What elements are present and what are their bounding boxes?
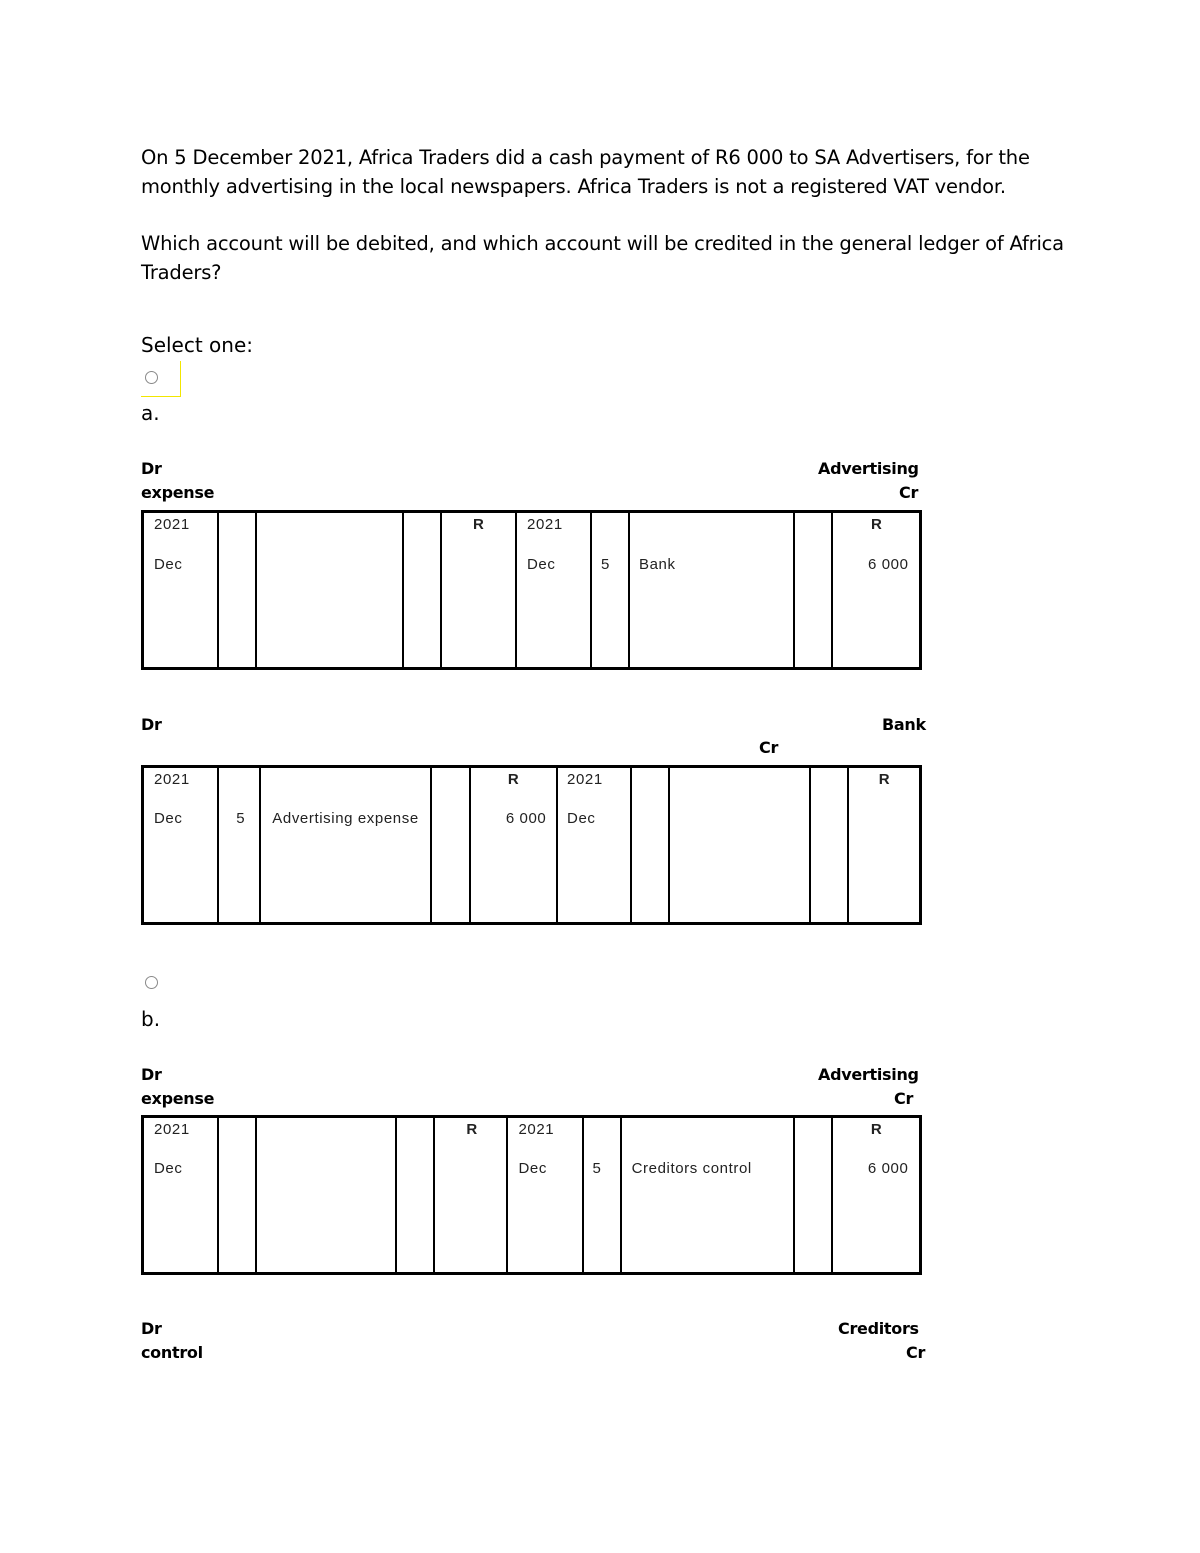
question-paragraph-2: Which account will be debited, and which account will be credited in the general ledger of Africa Traders? xyxy=(141,232,1064,284)
option-b-letter: b. xyxy=(141,1007,161,1031)
ledger-a2-title: Bank xyxy=(882,715,926,734)
ledger-a2-dr-currency: R xyxy=(507,771,520,788)
ledger-a2-dr-year: 2021 xyxy=(154,771,190,788)
ledger-a2-cr-month: Dec xyxy=(567,810,596,827)
ledger-a2-cr-currency: R xyxy=(878,771,891,788)
select-one-label: Select one: xyxy=(141,333,254,357)
ledger-a2-dr: Dr xyxy=(141,715,162,734)
ledger-b1-cr-month: Dec xyxy=(518,1160,547,1177)
radio-option-b[interactable] xyxy=(145,976,158,989)
ledger-a1-cr-details: Bank xyxy=(639,556,676,573)
ledger-b2-title: Creditors xyxy=(838,1319,919,1338)
ledger-a1-dr-year: 2021 xyxy=(154,516,190,533)
ledger-a1-cr-day: 5 xyxy=(601,556,610,573)
question-paragraph-1: On 5 December 2021, Africa Traders did a cash payment of R6 000 to SA Advertisers, for the monthly advertising in the local newspapers. Africa Traders is not a registered VAT vendor. xyxy=(141,146,1030,198)
ledger-b1-title-cont: expense xyxy=(141,1089,215,1108)
ledger-a2-dr-amount: 6 000 xyxy=(505,810,547,827)
ledger-b1-table xyxy=(141,1115,922,1275)
ledger-a2-dr-month: Dec xyxy=(154,810,183,827)
ledger-a2-dr-day: 5 xyxy=(236,810,246,827)
radio-option-a[interactable] xyxy=(145,371,158,384)
ledger-a1-cr-year: 2021 xyxy=(527,516,563,533)
ledger-b1-dr: Dr xyxy=(141,1065,162,1084)
ledger-a1-cr-amount: 6 000 xyxy=(868,556,909,573)
ledger-b1-cr-year: 2021 xyxy=(518,1121,555,1138)
ledger-a1-title: Advertising xyxy=(818,459,919,478)
ledger-b1-cr-day: 5 xyxy=(592,1160,602,1177)
ledger-a1-dr-currency: R xyxy=(473,516,485,533)
ledger-a2-dr-details: Advertising expense xyxy=(272,810,419,827)
ledger-a2-cr-year: 2021 xyxy=(567,771,603,788)
ledger-b1-dr-month: Dec xyxy=(154,1160,183,1177)
option-a-letter: a. xyxy=(141,401,160,425)
ledger-b1-cr-amount: 6 000 xyxy=(867,1160,909,1177)
ledger-b1-title: Advertising xyxy=(818,1065,919,1084)
ledger-b1-cr: Cr xyxy=(894,1089,914,1108)
ledger-a2-table xyxy=(141,765,922,925)
ledger-b2-title-cont: control xyxy=(141,1343,203,1362)
ledger-b1-cr-currency: R xyxy=(870,1121,883,1138)
ledger-b1-dr-year: 2021 xyxy=(154,1121,190,1138)
ledger-a1-title-cont: expense xyxy=(141,483,215,502)
ledger-b1-dr-currency: R xyxy=(466,1121,478,1138)
ledger-a1-cr-month: Dec xyxy=(527,556,556,573)
ledger-b1-cr-details: Creditors control xyxy=(631,1160,752,1177)
ledger-a2-cr: Cr xyxy=(759,738,779,757)
ledger-a1-table xyxy=(141,510,922,670)
ledger-a1-cr: Cr xyxy=(899,483,919,502)
ledger-a1-dr: Dr xyxy=(141,459,162,478)
ledger-a1-cr-currency: R xyxy=(871,516,883,533)
ledger-a1-dr-month: Dec xyxy=(154,556,183,573)
ledger-b2-cr: Cr xyxy=(906,1343,926,1362)
ledger-b2-dr: Dr xyxy=(141,1319,162,1338)
